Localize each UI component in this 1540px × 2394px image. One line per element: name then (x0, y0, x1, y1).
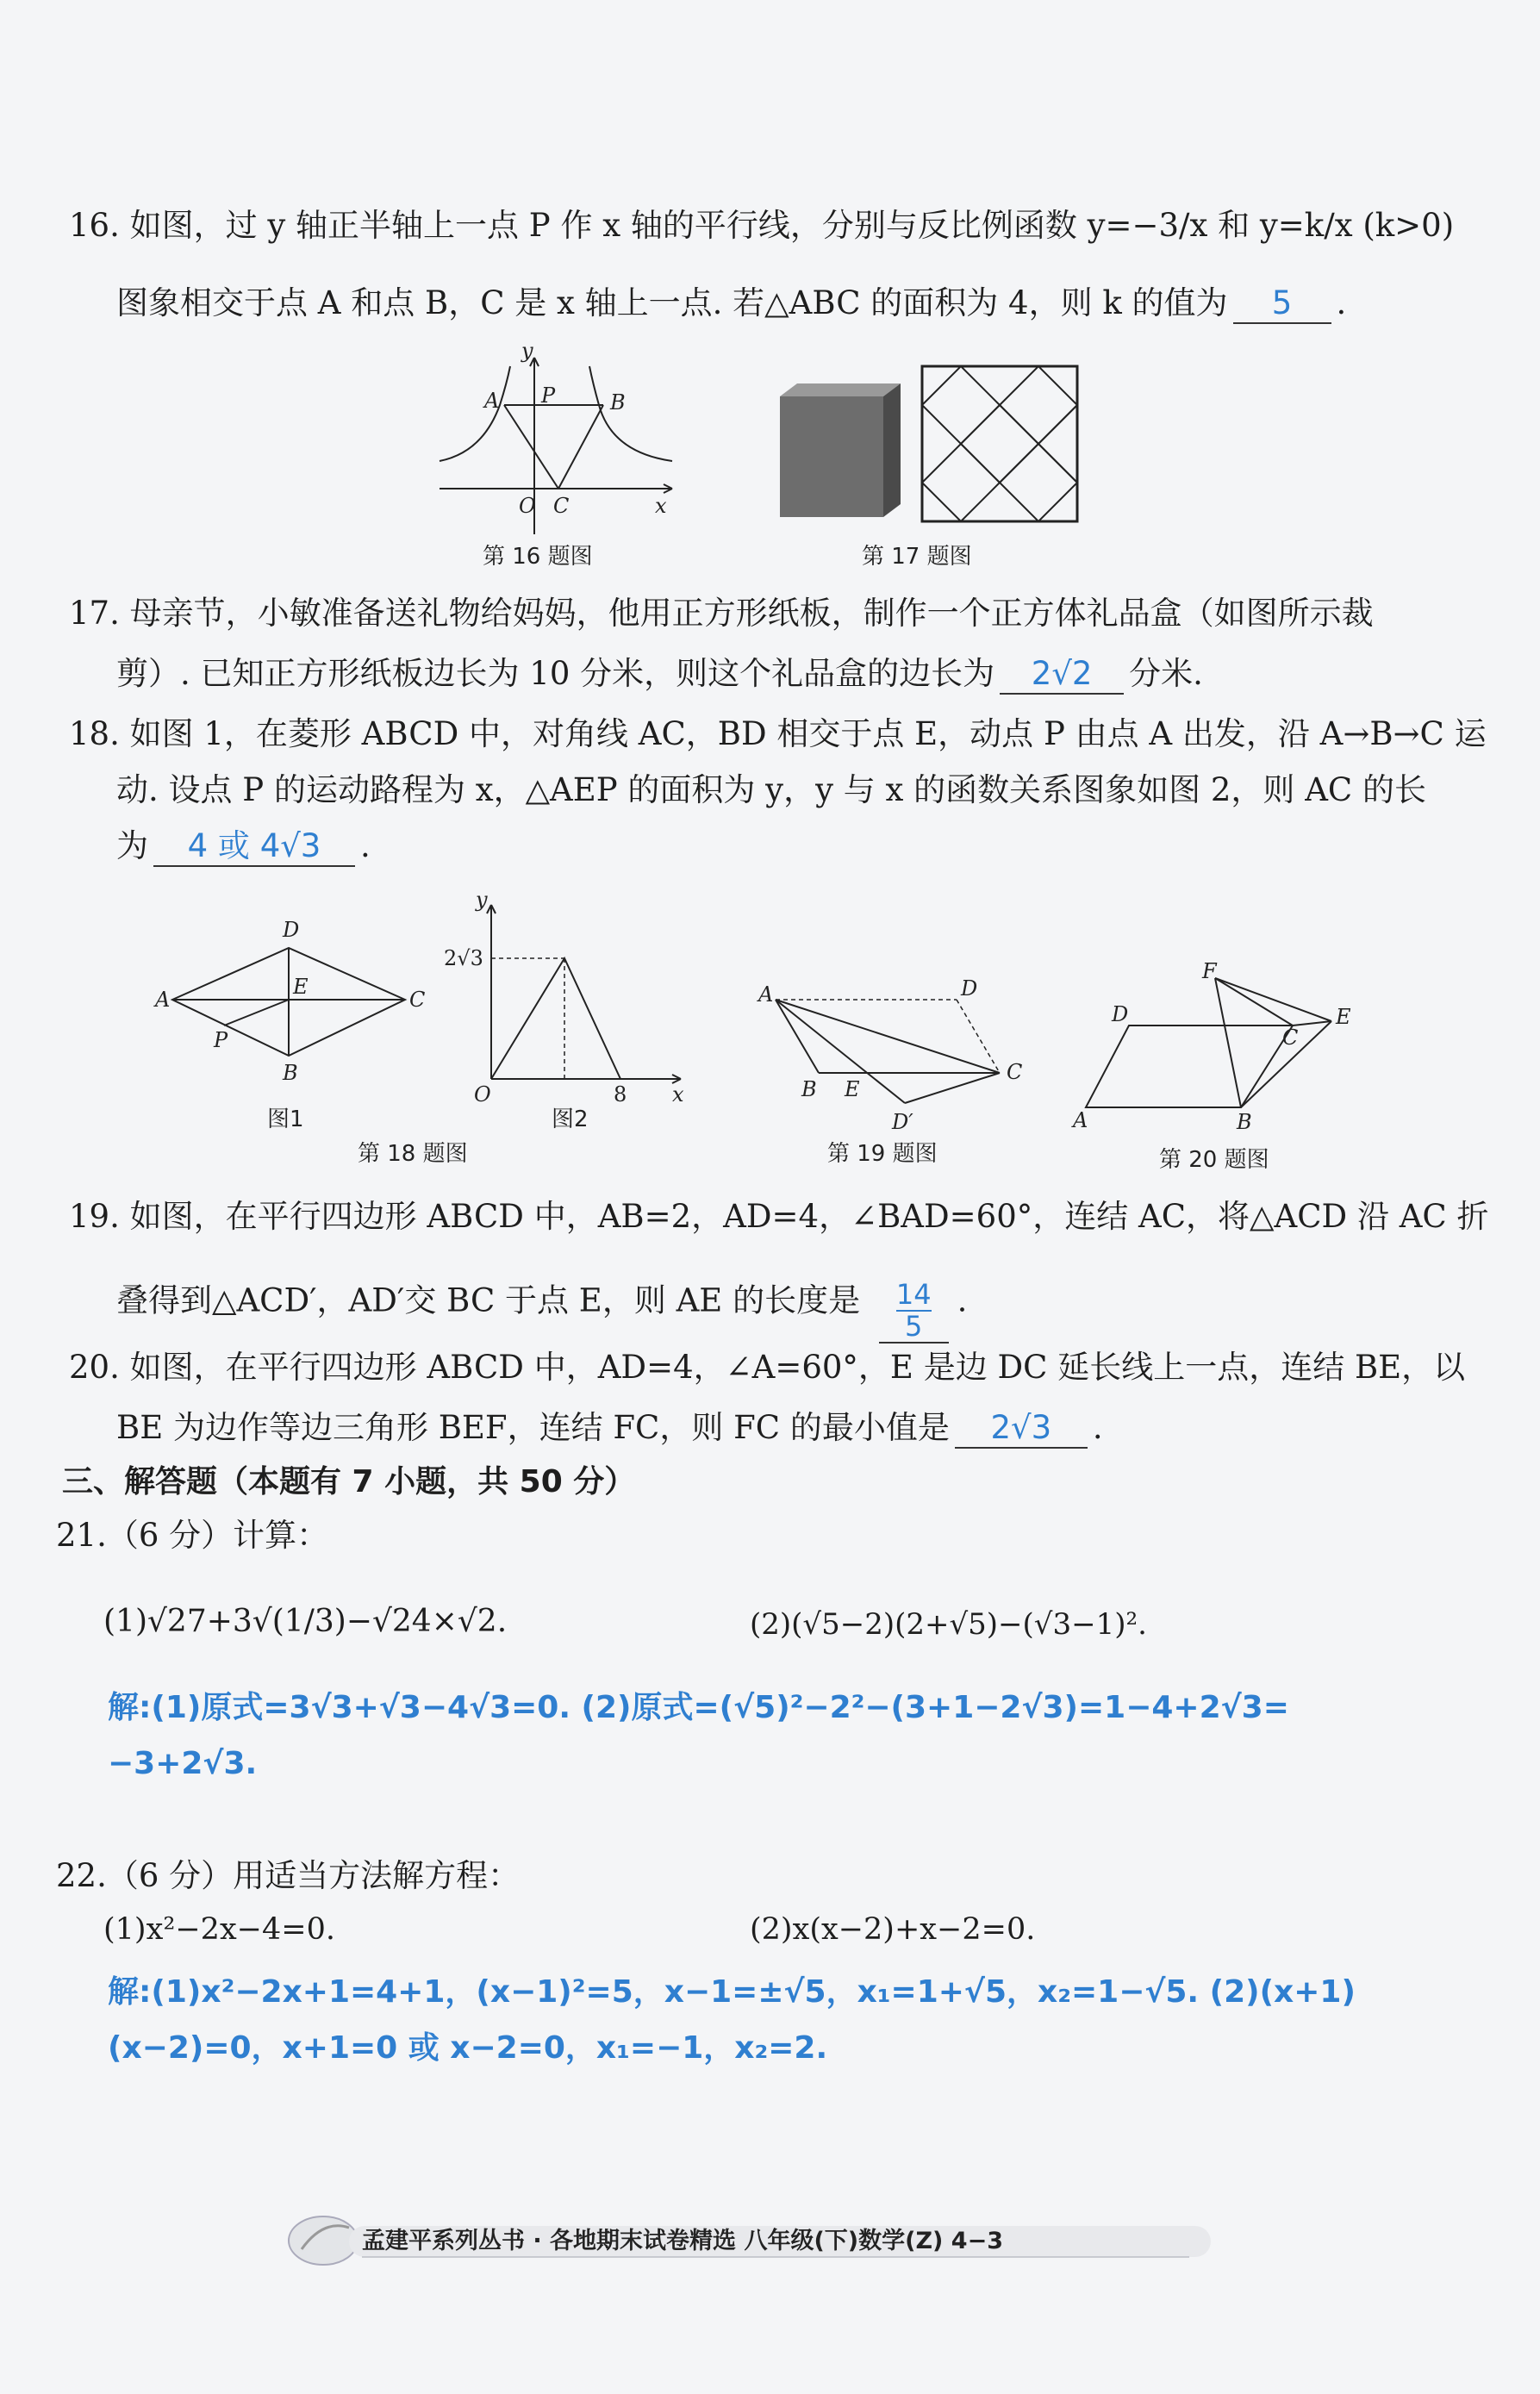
q22-part2: (2)x(x−2)+x−2=0. (750, 1912, 1036, 1947)
q19-line1: 19. 如图，在平行四边形 ABCD 中，AB=2，AD=4，∠BAD=60°，连结 AC，将△ACD 沿 AC 折 (69, 1198, 1489, 1235)
q21-solution-line2: −3+2√3. (108, 1746, 258, 1781)
f20-label-e: E (1336, 1005, 1351, 1029)
figure-18-2 (440, 888, 689, 1112)
q18-answer: 4 或 4√3 (153, 827, 355, 867)
f18a-label-d: D (283, 918, 300, 942)
q19-line2: 叠得到△ACD′，AD′交 BC 于点 E，则 AE 的长度是 $\frac{14}{5}$ . (116, 1278, 968, 1344)
q21-part1: (1)√27+3√(1/3)−√24×√2. (103, 1604, 508, 1639)
q17-line2: 剪）. 已知正方形纸板边长为 10 分米，则这个礼品盒的边长为 2√2 分米. (116, 655, 1203, 695)
f20-label-a: A (1073, 1108, 1088, 1132)
caption-fig1: 图1 (267, 1107, 304, 1132)
q16-line2: 图象相交于点 A 和点 B，C 是 x 轴上一点. 若△ABC 的面积为 4，则 k 的值为 5 . (116, 284, 1346, 324)
caption-f16: 第 16 题图 (483, 544, 593, 570)
f18b-label-2root3: 2√3 (444, 946, 483, 970)
caption-f20: 第 20 题图 (1159, 1147, 1269, 1173)
q18-line3: 为 4 或 4√3 . (116, 827, 371, 867)
figure-17-cube (771, 379, 909, 526)
f16-label-b: B (610, 390, 626, 415)
q20-answer: 2√3 (955, 1409, 1088, 1449)
q22-part1: (1)x²−2x−4=0. (103, 1912, 335, 1947)
q18-line1: 18. 如图 1，在菱形 ABCD 中，对角线 AC，BD 相交于点 E，动点 P 由点 A 出发，沿 A→B→C 运 (69, 715, 1487, 752)
f18b-label-8: 8 (614, 1082, 627, 1107)
figure-17-net (918, 362, 1082, 526)
f19-label-b: B (801, 1077, 817, 1101)
figure-16 (431, 340, 681, 547)
q22-solution-line2: (x−2)=0，x+1=0 或 x−2=0，x₁=−1，x₂=2. (108, 2030, 828, 2066)
f18a-label-b: B (283, 1061, 298, 1085)
figure-18-1 (155, 918, 426, 1125)
f16-label-c: C (553, 494, 570, 518)
q19-answer: $\frac{14}{5}$ (879, 1280, 949, 1344)
f16-label-a: A (484, 389, 500, 413)
f19-label-a: A (758, 982, 774, 1007)
section3-heading: 三、解答题（本题有 7 小题，共 50 分） (62, 1464, 636, 1499)
f16-label-o: O (519, 494, 536, 518)
q20-line2: BE 为边作等边三角形 BEF，连结 FC，则 FC 的最小值是 2√3 . (116, 1409, 1103, 1449)
f18b-label-y: y (476, 888, 488, 912)
figure-19 (750, 965, 1034, 1146)
f18b-label-o: O (474, 1082, 491, 1107)
f18a-label-c: C (409, 988, 426, 1012)
caption-fig2: 图2 (552, 1107, 589, 1132)
caption-f18: 第 18 题图 (358, 1141, 468, 1167)
q22-title: 22.（6 分）用适当方法解方程： (56, 1857, 521, 1894)
q20-line1: 20. 如图，在平行四边形 ABCD 中，AD=4，∠A=60°，E 是边 DC 延长线上一点，连结 BE，以 (69, 1349, 1466, 1386)
caption-f17: 第 17 题图 (862, 544, 972, 570)
f16-label-p: P (541, 383, 556, 408)
q17-answer: 2√2 (1000, 655, 1124, 695)
f19-label-d-prime: D′ (892, 1110, 913, 1134)
f16-label-y: y (521, 339, 533, 363)
f18a-label-p: P (214, 1028, 228, 1052)
f18b-label-x: x (672, 1082, 684, 1107)
q16-line1: 16. 如图，过 y 轴正半轴上一点 P 作 x 轴的平行线，分别与反比例函数 y=−3/x 和 y=k/x (k>0) (69, 207, 1455, 244)
f19-label-e: E (845, 1077, 860, 1101)
f20-label-b: B (1237, 1110, 1252, 1134)
f19-label-c: C (1007, 1060, 1023, 1084)
q21-title: 21.（6 分）计算： (56, 1517, 329, 1554)
q22-solution-line1: 解:(1)x²−2x+1=4+1，(x−1)²=5，x−1=±√5，x₁=1+√5，x₂=1−√5. (2)(x+1) (108, 1974, 1356, 2010)
f16-label-x: x (655, 494, 667, 518)
caption-f19: 第 19 题图 (827, 1141, 938, 1167)
f20-label-d: D (1112, 1002, 1129, 1026)
f20-label-f: F (1202, 959, 1217, 983)
footer-text: 孟建平系列丛书 · 各地期末试卷精选 八年级(下)数学(Z) 4−3 (362, 2228, 1003, 2254)
f19-label-d: D (961, 976, 978, 1001)
q16-answer: 5 (1233, 284, 1331, 324)
q18-line2: 动. 设点 P 的运动路程为 x，△AEP 的面积为 y，y 与 x 的函数关系图象如图 2，则 AC 的长 (116, 771, 1426, 808)
f18a-label-e: E (293, 975, 309, 999)
q21-solution-line1: 解:(1)原式=3√3+√3−4√3=0. (2)原式=(√5)²−2²−(3+1−2√3)=1−4+2√3= (108, 1690, 1289, 1725)
figure-20 (1069, 957, 1353, 1134)
q21-part2: (2)(√5−2)(2+√5)−(√3−1)². (750, 1607, 1147, 1642)
f18a-label-a: A (155, 988, 171, 1012)
f20-label-c: C (1282, 1026, 1299, 1050)
q17-line1: 17. 母亲节，小敏准备送礼物给妈妈，他用正方形纸板，制作一个正方体礼品盒（如图所示裁 (69, 595, 1374, 632)
